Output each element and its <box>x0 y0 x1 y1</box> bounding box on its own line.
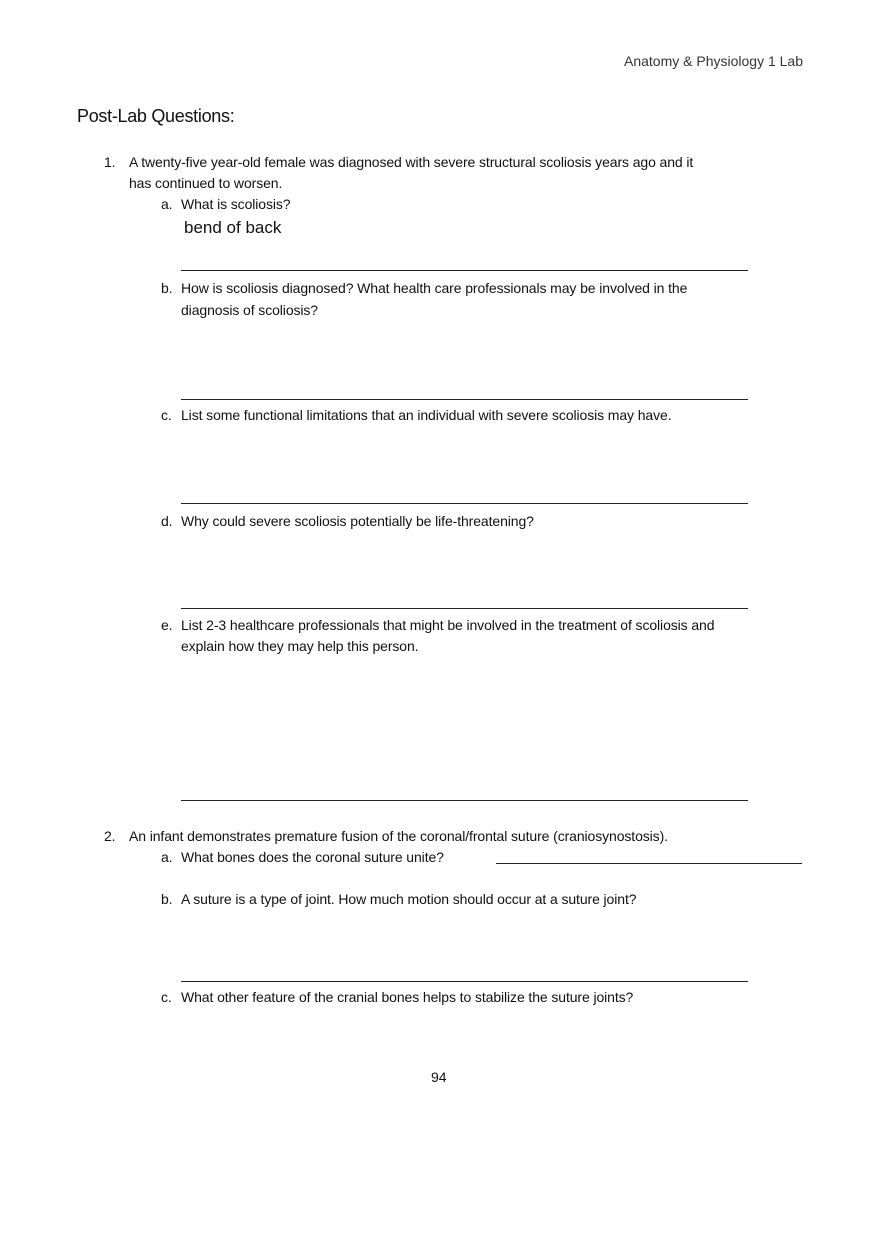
answer-line[interactable] <box>496 863 802 864</box>
subquestion-letter: a. <box>161 196 173 212</box>
subquestion-text: Why could severe scoliosis potentially be life-threatening? <box>181 513 534 529</box>
section-title: Post-Lab Questions: <box>77 106 235 126</box>
answer-line[interactable] <box>181 399 748 400</box>
subquestion-letter: e. <box>161 617 173 633</box>
question-number: 1. <box>104 154 116 170</box>
subquestion-letter: a. <box>161 849 173 865</box>
subquestion-text: explain how they may help this person. <box>181 638 419 654</box>
answer-line[interactable] <box>181 800 748 801</box>
answer-line[interactable] <box>181 503 748 504</box>
page-number: 94 <box>431 1069 447 1085</box>
subquestion-letter: b. <box>161 891 173 907</box>
answer-line[interactable] <box>181 608 748 609</box>
subquestion-letter: c. <box>161 989 172 1005</box>
question-text: has continued to worsen. <box>129 175 283 191</box>
question-text: A twenty-five year-old female was diagnosed with severe structural scoliosis years ago and it <box>129 154 694 170</box>
subquestion-text: List some functional limitations that an individual with severe scoliosis may have. <box>181 407 672 423</box>
question-text: An infant demonstrates premature fusion of the coronal/frontal suture (craniosynostosis). <box>129 828 668 844</box>
subquestion-letter: b. <box>161 280 173 296</box>
subquestion-text: What is scoliosis? <box>181 196 291 212</box>
question-number: 2. <box>104 828 116 844</box>
subquestion-text: List 2-3 healthcare professionals that might be involved in the treatment of scoliosis and <box>181 617 715 633</box>
subquestion-letter: c. <box>161 407 172 423</box>
answer-line[interactable] <box>181 981 748 982</box>
running-header: Anatomy & Physiology 1 Lab <box>624 53 803 69</box>
subquestion-text: What bones does the coronal suture unite? <box>181 849 444 865</box>
subquestion-text: What other feature of the cranial bones helps to stabilize the suture joints? <box>181 989 634 1005</box>
subquestion-text: How is scoliosis diagnosed? What health care professionals may be involved in the <box>181 280 688 296</box>
subquestion-text: A suture is a type of joint. How much motion should occur at a suture joint? <box>181 891 637 907</box>
answer-line[interactable] <box>181 270 748 271</box>
answer-text[interactable]: bend of back <box>184 218 282 237</box>
subquestion-letter: d. <box>161 513 173 529</box>
subquestion-text: diagnosis of scoliosis? <box>181 302 318 318</box>
